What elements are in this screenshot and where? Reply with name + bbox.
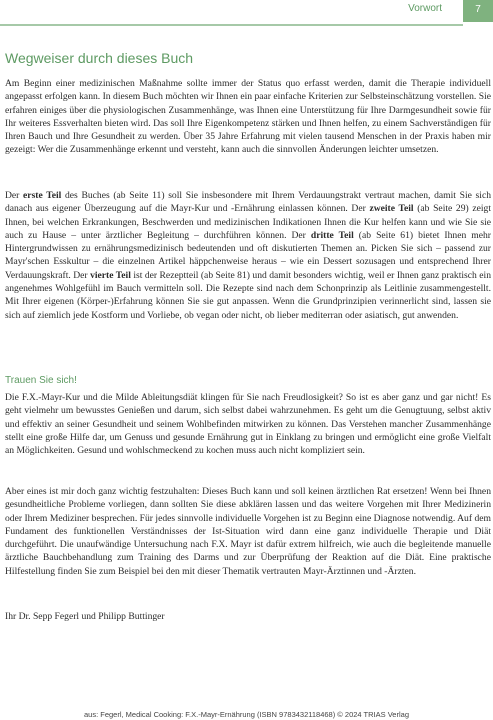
chapter-title: Wegweiser durch dieses Buch [5, 50, 194, 66]
page-number-tab: 7 [463, 0, 493, 22]
first-part-label: erste Teil [23, 190, 62, 201]
second-part-label: zweite Teil [369, 203, 414, 215]
signature: Ihr Dr. Sepp Fegerl und Philipp Buttinger [5, 611, 165, 622]
fourth-part-label: vierte Teil [90, 269, 131, 281]
section-heading: Trauen Sie sich! [5, 375, 77, 386]
disclaimer-paragraph: Aber eines ist mir doch ganz wichtig festzuhalten: Dieses Buch kann und soll keinen ärztlichen Rat ersetzen! Wenn bei Ihnen gesundheitliche Probleme vorliegen, dann sollten Sie diese abklären lassen und das weitere Vorgehen mit Ihrer Medizinerin oder Ihrem Mediziner besprechen. Für jedes sinnvolle individuelle Vorgehen ist zu Beginn eine Diagnose notwendig. Auf dem Fundament des funktionellen Verständnisses der Ist-Situation wird dann eine ganz individuelle Therapie und Diät durchgeführt. Die unaufwändige Untersuchung nach F.X. Mayr ist dafür extrem hilfreich, wie auch die begleitende manuelle ärztliche Bauchbehandlung zum Training des Darms und zur Überprüfung der Reaktion auf die Diät. Eine praktische Hilfestellung finden Sie zum Beispiel bei den mit dieser Thematik vertrauten Mayr-Ärztinnen und -Ärzten. [5, 486, 491, 577]
running-header: Vorwort [408, 3, 442, 14]
intro-paragraph: Am Beginn einer medizinischen Maßnahme sollte immer der Status quo erfasst werden, damit die Therapie individuell angepasst erfolgen kann. In diesem Buch möchten wir Ihnen ein paar einfache Kriterien zur Selbsteinschätzung vorstellen. Sie erfahren einiges über die physiologischen Zusammenhänge, was Ihnen eine Unterstützung für Ihre Darmgesundheit sowie für Ihr weiteres Essverhalten bieten wird. Das soll Ihre Eigenkompetenz stärken und Ihnen helfen, zu einem Sachverständigen für Ihren Bauch und Ihre Gesundheit zu werden. Über 35 Jahre Erfahrung mit vielen tausend Menschen in der Praxis haben mir gezeigt: Wer die Zusammenhänge erkennt und versteht, kann auch die sinnvollen Änderungen leichter umsetzen. [5, 78, 491, 156]
encouragement-paragraph: Die F.X.-Mayr-Kur und die Milde Ableitungsdiät klingen für Sie nach Freudlosigkeit? So ist es aber ganz und gar nicht! Es geht vielmehr um bewusstes Genießen und darum, sich selbst dabei wahrzunehmen. Es geht um die Genugtuung, selbst aktiv und effektiv an seiner Gesundheit und seinem Wohlbefinden mitwirken zu können. Das Verstehen mancher Zusammenhänge stellt eine große Hilfe dar, um Genuss und gesunde Ernährung gut in Einklang zu bringen und ermöglicht eine große Vielfalt an Möglichkeiten. Gesund und wohlschmeckend zu kochen muss auch nicht kompliziert sein. [5, 392, 491, 457]
third-part-label: dritte Teil [310, 229, 354, 241]
footer-source: aus: Fegerl, Medical Cooking: F.X.-Mayr-Ernährung (ISBN 9783432118468) © 2024 TRIAS Verlag [83, 710, 409, 719]
book-parts-paragraph: Der erste Teil des Buches (ab Seite 11) soll Sie insbesondere mit Ihrem Verdauungstrakt vertraut machen, damit Sie sich danach aus eigener Überzeugung auf die Mayr-Kur und -Ernährung einlassen können. Der zweite Teil (ab Seite 29) zeigt Ihnen, bei welchen Erkrankungen, Beschwerden und medizinischen Indikationen Ihnen die Kur helfen kann und wie Sie sie auch zu Hause – unter ärztlicher Begleitung – durchführen können. Der dritte Teil (ab Seite 61) bietet Ihnen mehr Hintergrundwissen zu ernährungsmedizinisch bedeutenden und oft diskutierten Themen an. Picken Sie sich – passend zur Mayr'schen Esskultur – die einzelnen Artikel häppchenweise heraus – wie ein Dessert sozusagen und entsprechend Ihrer Verdauungskraft. Der vierte Teil ist der Rezeptteil (ab Seite 81) und damit besonders wichtig, weil er Ihnen ganz praktisch ein angenehmes Wohlgefühl im Bauch vermitteln soll. Die Rezepte sind nach dem Schonprinzip als Leitlinie zusammengestellt. Mit Ihrer eigenen (Körper-)Erfahrung können Sie sie gut anpassen. Wenn die Grundprinzipien verinnerlicht sind, lassen sie sich auf ziemlich jede Kostform und Vorliebe, ob vegan oder nicht, ob lieber mediterran oder asiatisch, gut anwenden. [5, 190, 491, 321]
header-rule [0, 24, 463, 26]
